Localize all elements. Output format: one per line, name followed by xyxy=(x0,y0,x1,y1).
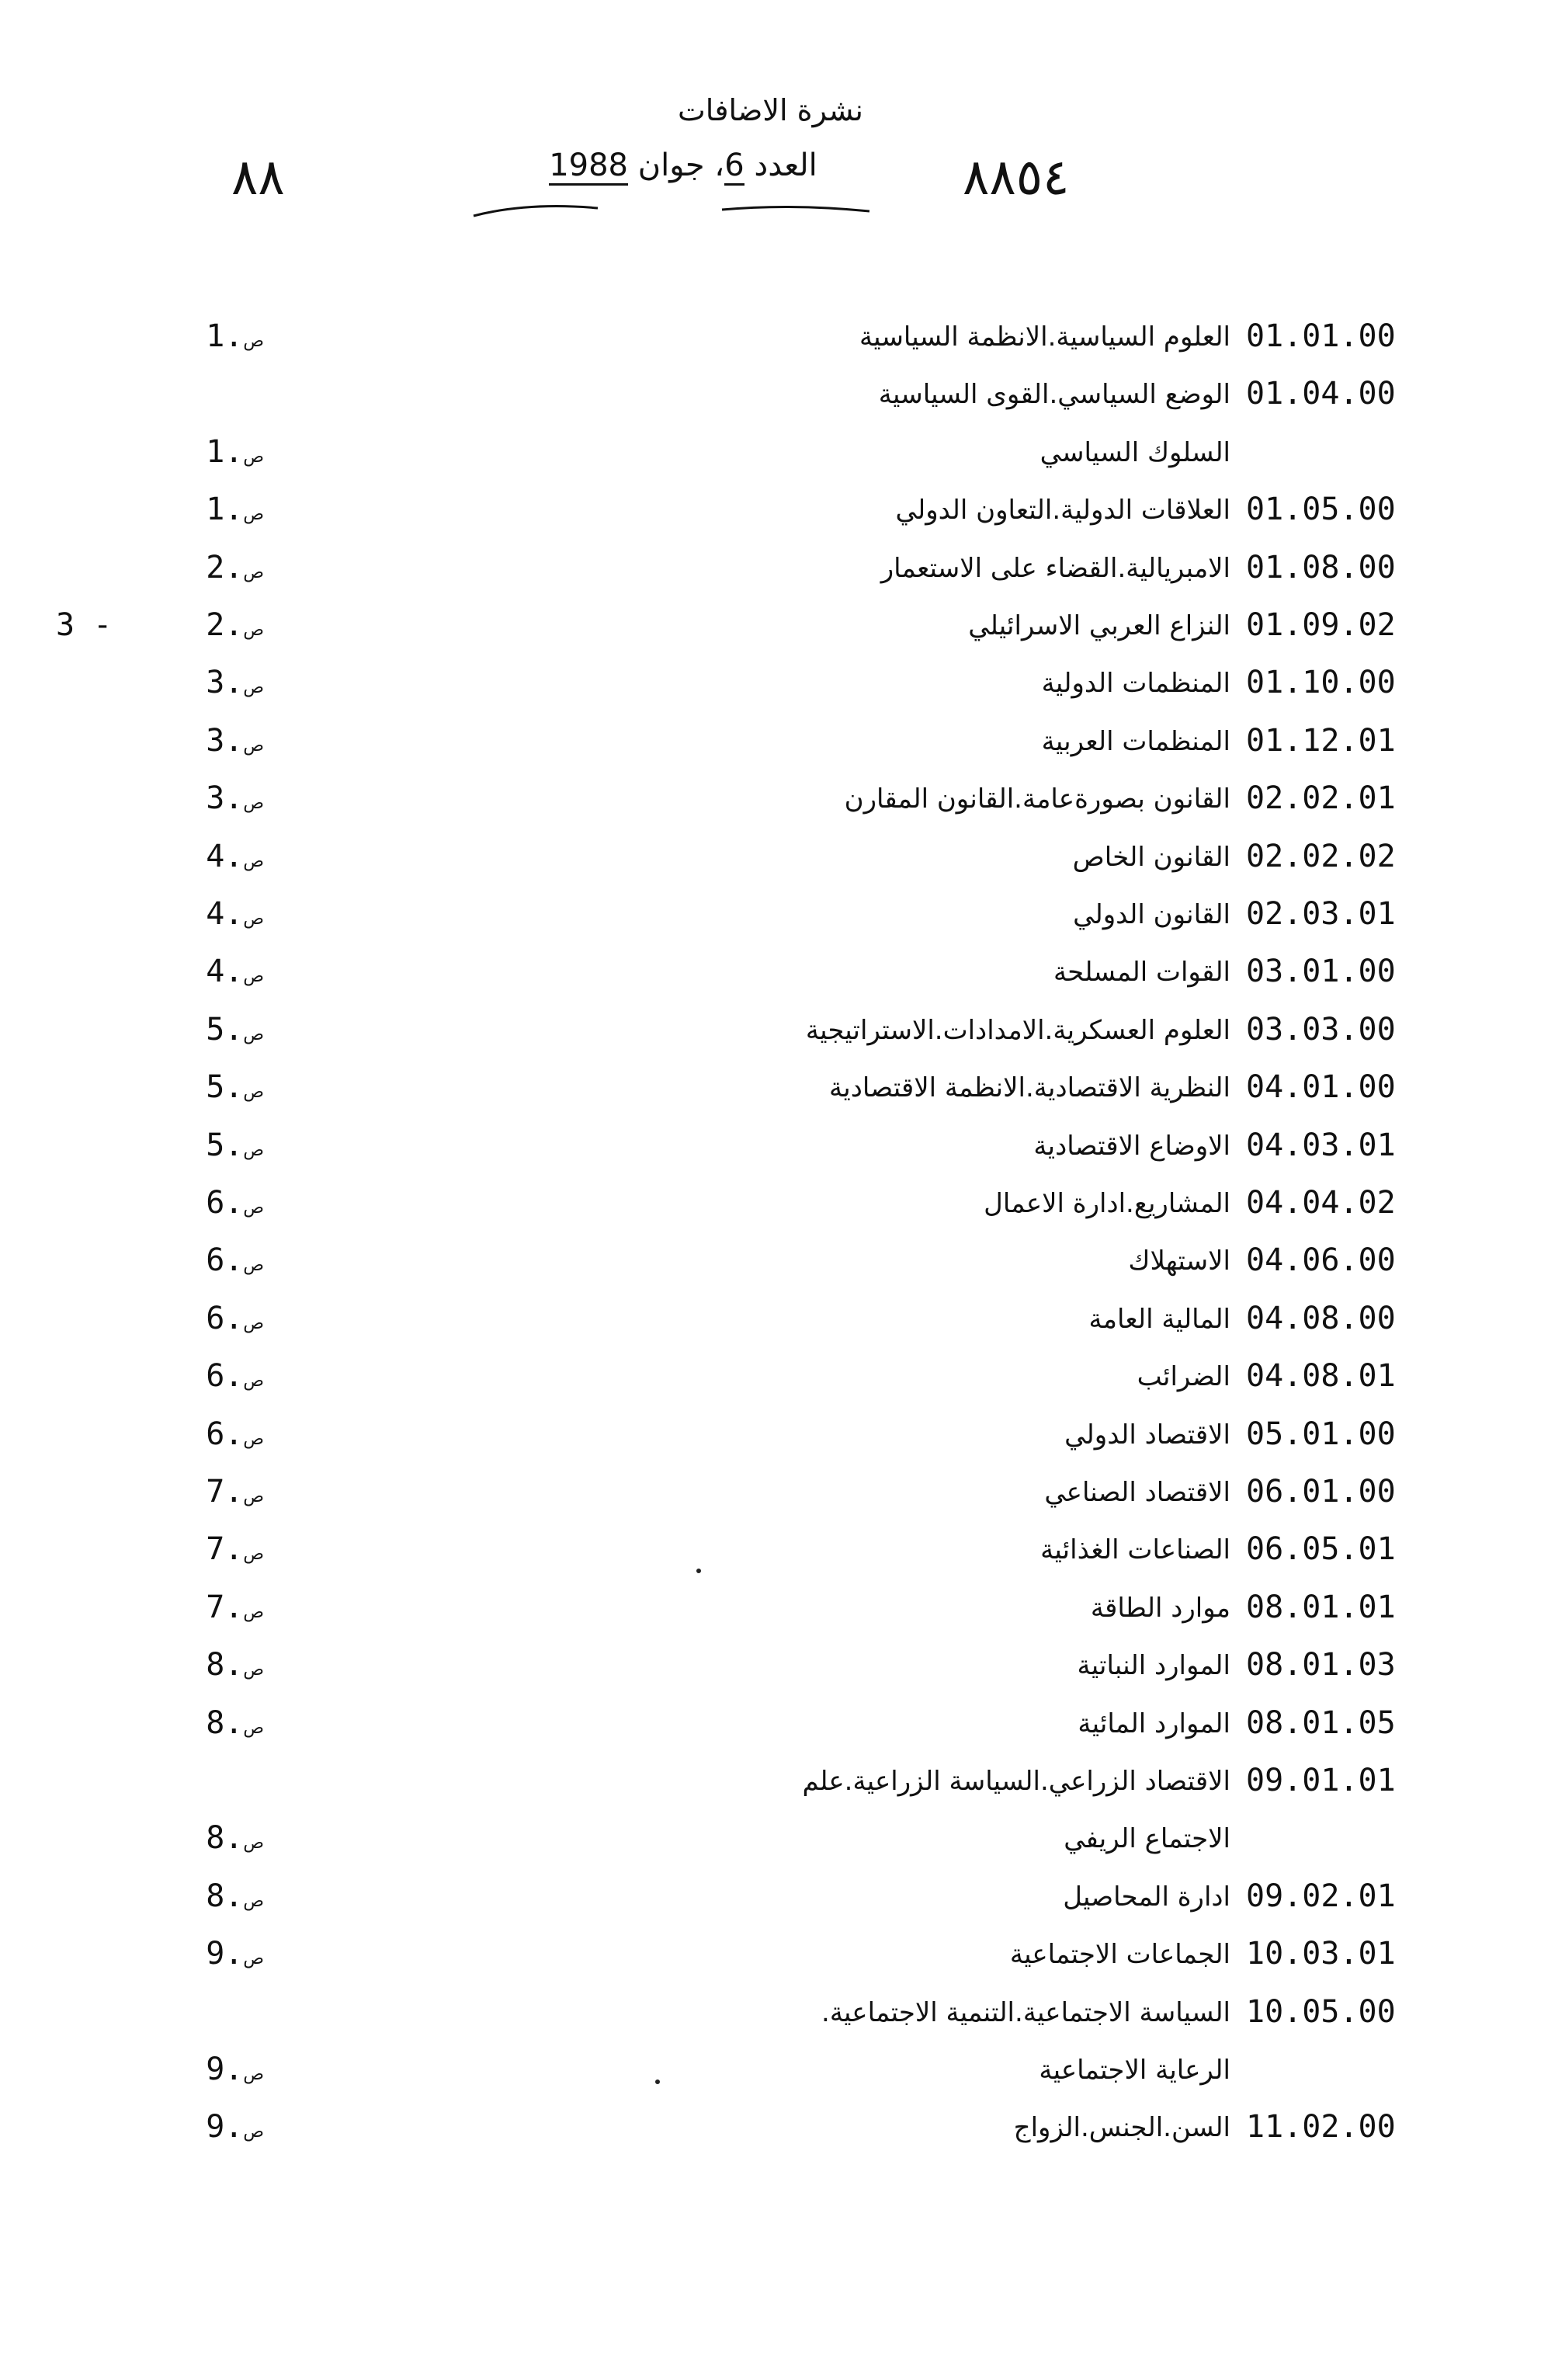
index-row xyxy=(0,665,1541,722)
subject-heading: الموارد النباتية xyxy=(1077,1650,1230,1682)
classification-code: 08.01.01 xyxy=(1246,1589,1396,1625)
page-label: ص xyxy=(243,1198,264,1218)
classification-code: 01.08.00 xyxy=(1246,549,1396,585)
page-dot: . xyxy=(224,1647,244,1683)
page-ref xyxy=(116,1185,264,1221)
index-row xyxy=(0,896,1541,954)
index-row xyxy=(0,1590,1541,1647)
page-number: 1 xyxy=(206,492,225,528)
page-label: ص xyxy=(243,1082,264,1103)
speck xyxy=(696,1569,701,1573)
page-label: ص xyxy=(243,1487,264,1506)
page-number: 4 xyxy=(206,896,225,932)
issue-line xyxy=(466,148,901,183)
handwritten-number: ٨٨٥٤ xyxy=(963,149,1070,207)
page-label: ص xyxy=(243,1660,264,1680)
bulletin-title: نشرة الاضافات xyxy=(677,93,864,127)
page-ref xyxy=(116,1416,264,1452)
page-ref xyxy=(116,607,264,643)
page-ref xyxy=(116,492,264,527)
page-number: 6 xyxy=(206,1358,225,1395)
subject-heading: المشاريع.ادارة الاعمال xyxy=(984,1188,1230,1219)
page-number: 2 xyxy=(206,549,225,585)
classification-code: 01.12.01 xyxy=(1246,722,1396,759)
page-dot: . xyxy=(224,549,244,585)
subject-heading: الصناعات الغذائية xyxy=(1040,1534,1230,1566)
page-ref xyxy=(116,1242,264,1278)
page-label: ص xyxy=(243,2122,264,2142)
page-number: 5 xyxy=(206,1127,225,1163)
subject-heading: الجماعات الاجتماعية xyxy=(1009,1939,1230,1971)
page-ref xyxy=(116,780,264,816)
page-number: 4 xyxy=(206,954,225,990)
classification-code: 01.04.00 xyxy=(1246,376,1396,412)
page-number: 7 xyxy=(206,1531,225,1568)
page-dot: . xyxy=(224,1185,244,1221)
index-row xyxy=(0,1416,1541,1474)
page-dot: . xyxy=(224,492,244,528)
index-row xyxy=(0,1705,1541,1763)
subject-heading: الامبريالية.القضاء على الاستعمار xyxy=(880,552,1230,584)
page-number: 6 xyxy=(206,1300,225,1336)
page-label: ص xyxy=(243,505,264,525)
page-dot: . xyxy=(224,433,244,470)
page-ref xyxy=(116,1531,264,1567)
page-number: 9 xyxy=(206,1936,225,1972)
index-row xyxy=(0,780,1541,838)
issue-year: 1988 xyxy=(549,148,628,186)
classification-code: 04.08.01 xyxy=(1246,1358,1396,1395)
page-dot: . xyxy=(224,1878,244,1914)
page-number: 6 xyxy=(206,1416,225,1452)
page-label: ص xyxy=(243,332,264,351)
page-dot: . xyxy=(224,1704,244,1741)
subject-heading: النزاع العربي الاسرائيلي xyxy=(968,610,1230,641)
classification-code: 05.01.00 xyxy=(1246,1416,1396,1452)
page-dot: . xyxy=(224,607,244,643)
page-number: 8 xyxy=(206,1647,225,1683)
classification-code: 08.01.03 xyxy=(1246,1647,1396,1683)
subject-heading: الاجتماع الريفي xyxy=(1064,1823,1230,1855)
index-row xyxy=(0,2109,1541,2166)
page-number: 2 xyxy=(206,607,225,643)
index-row xyxy=(0,1127,1541,1185)
speck xyxy=(655,2079,660,2084)
subject-heading: ادارة المحاصيل xyxy=(1063,1881,1230,1913)
page-dot: . xyxy=(224,722,244,759)
page-label: ص xyxy=(243,967,264,987)
page-number: 1 xyxy=(206,318,225,354)
page-label: ص xyxy=(243,678,264,698)
page-label: ص xyxy=(243,1140,264,1160)
index-row xyxy=(0,1994,1541,2052)
page-ref xyxy=(116,1127,264,1163)
page-dot: . xyxy=(224,1820,244,1857)
page-label: ص xyxy=(243,1256,264,1276)
subject-heading: الاقتصاد الدولي xyxy=(1064,1419,1230,1451)
index-row xyxy=(0,1647,1541,1704)
subject-heading: الاقتصاد الزراعي.السياسة الزراعية.علم xyxy=(802,1766,1230,1797)
page-dot: . xyxy=(224,954,244,990)
index-row xyxy=(0,1531,1541,1589)
index-row xyxy=(0,1301,1541,1358)
index-row xyxy=(0,550,1541,607)
page-number: 6 xyxy=(206,1242,225,1279)
subject-heading: السلوك السياسي xyxy=(1039,436,1230,468)
subject-heading: العلوم السياسية.الانظمة السياسية xyxy=(859,321,1230,353)
classification-code: 04.01.00 xyxy=(1246,1069,1396,1106)
classification-code: 06.01.00 xyxy=(1246,1474,1396,1510)
page-label: ص xyxy=(243,620,264,640)
page-ref xyxy=(116,839,264,874)
page-dot: . xyxy=(224,1936,244,1972)
subject-heading: الوضع السياسي.القوى السياسية xyxy=(878,379,1230,411)
page-dot: . xyxy=(224,1416,244,1452)
page-number: 5 xyxy=(206,1069,225,1106)
page-ref xyxy=(116,1647,264,1683)
page-number: 1 xyxy=(206,433,225,470)
index-row xyxy=(0,1820,1541,1878)
classification-code: 01.05.00 xyxy=(1246,492,1396,528)
page-label: ص xyxy=(243,794,264,814)
subject-heading: القانون بصورةعامة.القانون المقارن xyxy=(844,783,1230,815)
page-ref xyxy=(116,318,264,354)
page-ref xyxy=(116,1069,264,1105)
classification-code: 04.08.00 xyxy=(1246,1300,1396,1336)
classification-code: 09.02.01 xyxy=(1246,1878,1396,1914)
subject-heading: العلاقات الدولية.التعاون الدولي xyxy=(895,495,1230,526)
underline-swirl xyxy=(466,194,916,225)
page-number: 4 xyxy=(206,838,225,874)
page-number: 7 xyxy=(206,1474,225,1510)
subject-heading: السن.الجنس.الزواج xyxy=(1013,2112,1230,2144)
page-number: 3 xyxy=(206,780,225,817)
classification-code: 01.01.00 xyxy=(1246,318,1396,354)
page-ref xyxy=(116,896,264,932)
index-row xyxy=(0,2052,1541,2109)
page-label: ص xyxy=(243,1024,264,1044)
page-dot: . xyxy=(224,838,244,874)
page-dot: . xyxy=(224,780,244,817)
subject-heading: موارد الطاقة xyxy=(1090,1592,1230,1624)
classification-code: 03.01.00 xyxy=(1246,954,1396,990)
page-number: 8 xyxy=(206,1820,225,1857)
classification-code: 02.03.01 xyxy=(1246,896,1396,932)
page-dot: . xyxy=(224,2109,244,2145)
page-ref xyxy=(116,954,264,989)
page-dot: . xyxy=(224,2052,244,2087)
subject-heading: القانون الدولي xyxy=(1073,899,1230,930)
subject-heading: الاوضاع الاقتصادية xyxy=(1033,1130,1230,1162)
classification-code: 08.01.05 xyxy=(1246,1704,1396,1741)
index-row xyxy=(0,1358,1541,1416)
page-label: ص xyxy=(243,735,264,756)
subject-heading: القوات المسلحة xyxy=(1053,957,1230,988)
page-ref xyxy=(116,723,264,759)
page-label: ص xyxy=(243,1429,264,1449)
page-ref xyxy=(116,1358,264,1394)
page-label: ص xyxy=(243,1602,264,1622)
classification-code: 06.05.01 xyxy=(1246,1531,1396,1568)
index-row xyxy=(0,839,1541,896)
classification-code: 02.02.01 xyxy=(1246,780,1396,817)
issue-number: 6 xyxy=(724,148,744,186)
page-dot: . xyxy=(224,896,244,932)
page-label: ص xyxy=(243,1891,264,1911)
issue-prefix: العدد xyxy=(754,148,817,183)
page-label: ص xyxy=(243,1949,264,1969)
classification-code: 10.03.01 xyxy=(1246,1936,1396,1972)
page-dot: . xyxy=(224,1069,244,1106)
classification-code: 02.02.02 xyxy=(1246,838,1396,874)
page-dot: . xyxy=(224,1127,244,1163)
subject-heading: المنظمات الدولية xyxy=(1041,668,1230,700)
page-label: ص xyxy=(243,562,264,582)
page-number: 8 xyxy=(206,1878,225,1914)
page-number: 3 xyxy=(206,665,225,701)
page-label: ص xyxy=(243,1544,264,1565)
page-dot: . xyxy=(224,665,244,701)
index-row xyxy=(0,1936,1541,1993)
page-number: 7 xyxy=(206,1589,225,1625)
page-label: ص xyxy=(243,2065,264,2084)
page-label: ص xyxy=(243,1371,264,1392)
subject-heading: العلوم العسكرية.الامدادات.الاستراتيجية xyxy=(805,1014,1230,1046)
index-row xyxy=(0,723,1541,780)
page-ref xyxy=(116,1705,264,1741)
classification-code: 03.03.00 xyxy=(1246,1011,1396,1048)
index-row xyxy=(0,1242,1541,1300)
index-row xyxy=(0,376,1541,433)
classification-code: 04.03.01 xyxy=(1246,1127,1396,1163)
issue-separator: ، جوان xyxy=(637,148,725,183)
index-row xyxy=(0,492,1541,549)
classification-code: 01.10.00 xyxy=(1246,665,1396,701)
page-ref xyxy=(116,1936,264,1972)
index-row xyxy=(0,318,1541,376)
classification-code: 04.04.02 xyxy=(1246,1185,1396,1221)
subject-heading: الاستهلاك xyxy=(1128,1246,1230,1277)
page-ref xyxy=(116,1012,264,1048)
page-number: 9 xyxy=(206,2109,225,2145)
page-ref xyxy=(116,550,264,585)
page-ref xyxy=(116,1590,264,1625)
page-number: 3 xyxy=(206,722,225,759)
subject-heading: الاقتصاد الصناعي xyxy=(1044,1477,1230,1508)
classification-code: 09.01.01 xyxy=(1246,1763,1396,1798)
page-number: 5 xyxy=(206,1011,225,1048)
subject-heading: الرعاية الاجتماعية xyxy=(1039,2055,1230,2086)
page-range-extra: 3 - xyxy=(56,607,113,643)
index-row xyxy=(0,1878,1541,1936)
index-row xyxy=(0,1012,1541,1069)
page-label: ص xyxy=(243,909,264,929)
page-ref xyxy=(116,1878,264,1914)
subject-heading: النظرية الاقتصادية.الانظمة الاقتصادية xyxy=(829,1072,1230,1104)
page-ref xyxy=(116,1301,264,1336)
page-number: 8 xyxy=(206,1704,225,1741)
page-ref xyxy=(116,2052,264,2087)
page-dot: . xyxy=(224,1011,244,1048)
index-row xyxy=(0,607,1541,665)
subject-heading: القانون الخاص xyxy=(1072,841,1230,873)
page-dot: . xyxy=(224,1474,244,1510)
index-row xyxy=(0,434,1541,492)
page-ref xyxy=(116,1474,264,1510)
classification-code: 04.06.00 xyxy=(1246,1242,1396,1279)
classification-code: 11.02.00 xyxy=(1246,2109,1396,2145)
page-ref xyxy=(116,1820,264,1856)
subject-heading: السياسة الاجتماعية.التنمية الاجتماعية. xyxy=(821,1996,1230,2028)
classification-code: 01.09.02 xyxy=(1246,607,1396,643)
subject-heading: الموارد المائية xyxy=(1078,1708,1230,1739)
page-number: 9 xyxy=(206,2052,225,2087)
page-ref xyxy=(116,434,264,470)
page-dot: . xyxy=(224,318,244,354)
page-dot: . xyxy=(224,1358,244,1395)
page-ref xyxy=(116,665,264,700)
page-dot: . xyxy=(224,1589,244,1625)
page-label: ص xyxy=(243,1313,264,1333)
page-label: ص xyxy=(243,1833,264,1854)
page-label: ص xyxy=(243,1718,264,1738)
page-dot: . xyxy=(224,1300,244,1336)
page-dot: . xyxy=(224,1531,244,1568)
page-label: ص xyxy=(243,851,264,871)
page-label: ص xyxy=(243,446,264,467)
index-row xyxy=(0,1185,1541,1242)
subject-heading: المالية العامة xyxy=(1088,1303,1230,1335)
subject-heading: المنظمات العربية xyxy=(1041,725,1230,757)
index-row xyxy=(0,1474,1541,1531)
page-dot: . xyxy=(224,1242,244,1279)
subject-heading: الضرائب xyxy=(1137,1361,1230,1393)
index-row xyxy=(0,1069,1541,1127)
index-row xyxy=(0,954,1541,1011)
page-number: 6 xyxy=(206,1185,225,1221)
page-ref xyxy=(116,2109,264,2145)
classification-code: 10.05.00 xyxy=(1246,1993,1396,2030)
handwritten-annotation: ٨٨ xyxy=(231,149,285,207)
index-row xyxy=(0,1763,1541,1820)
